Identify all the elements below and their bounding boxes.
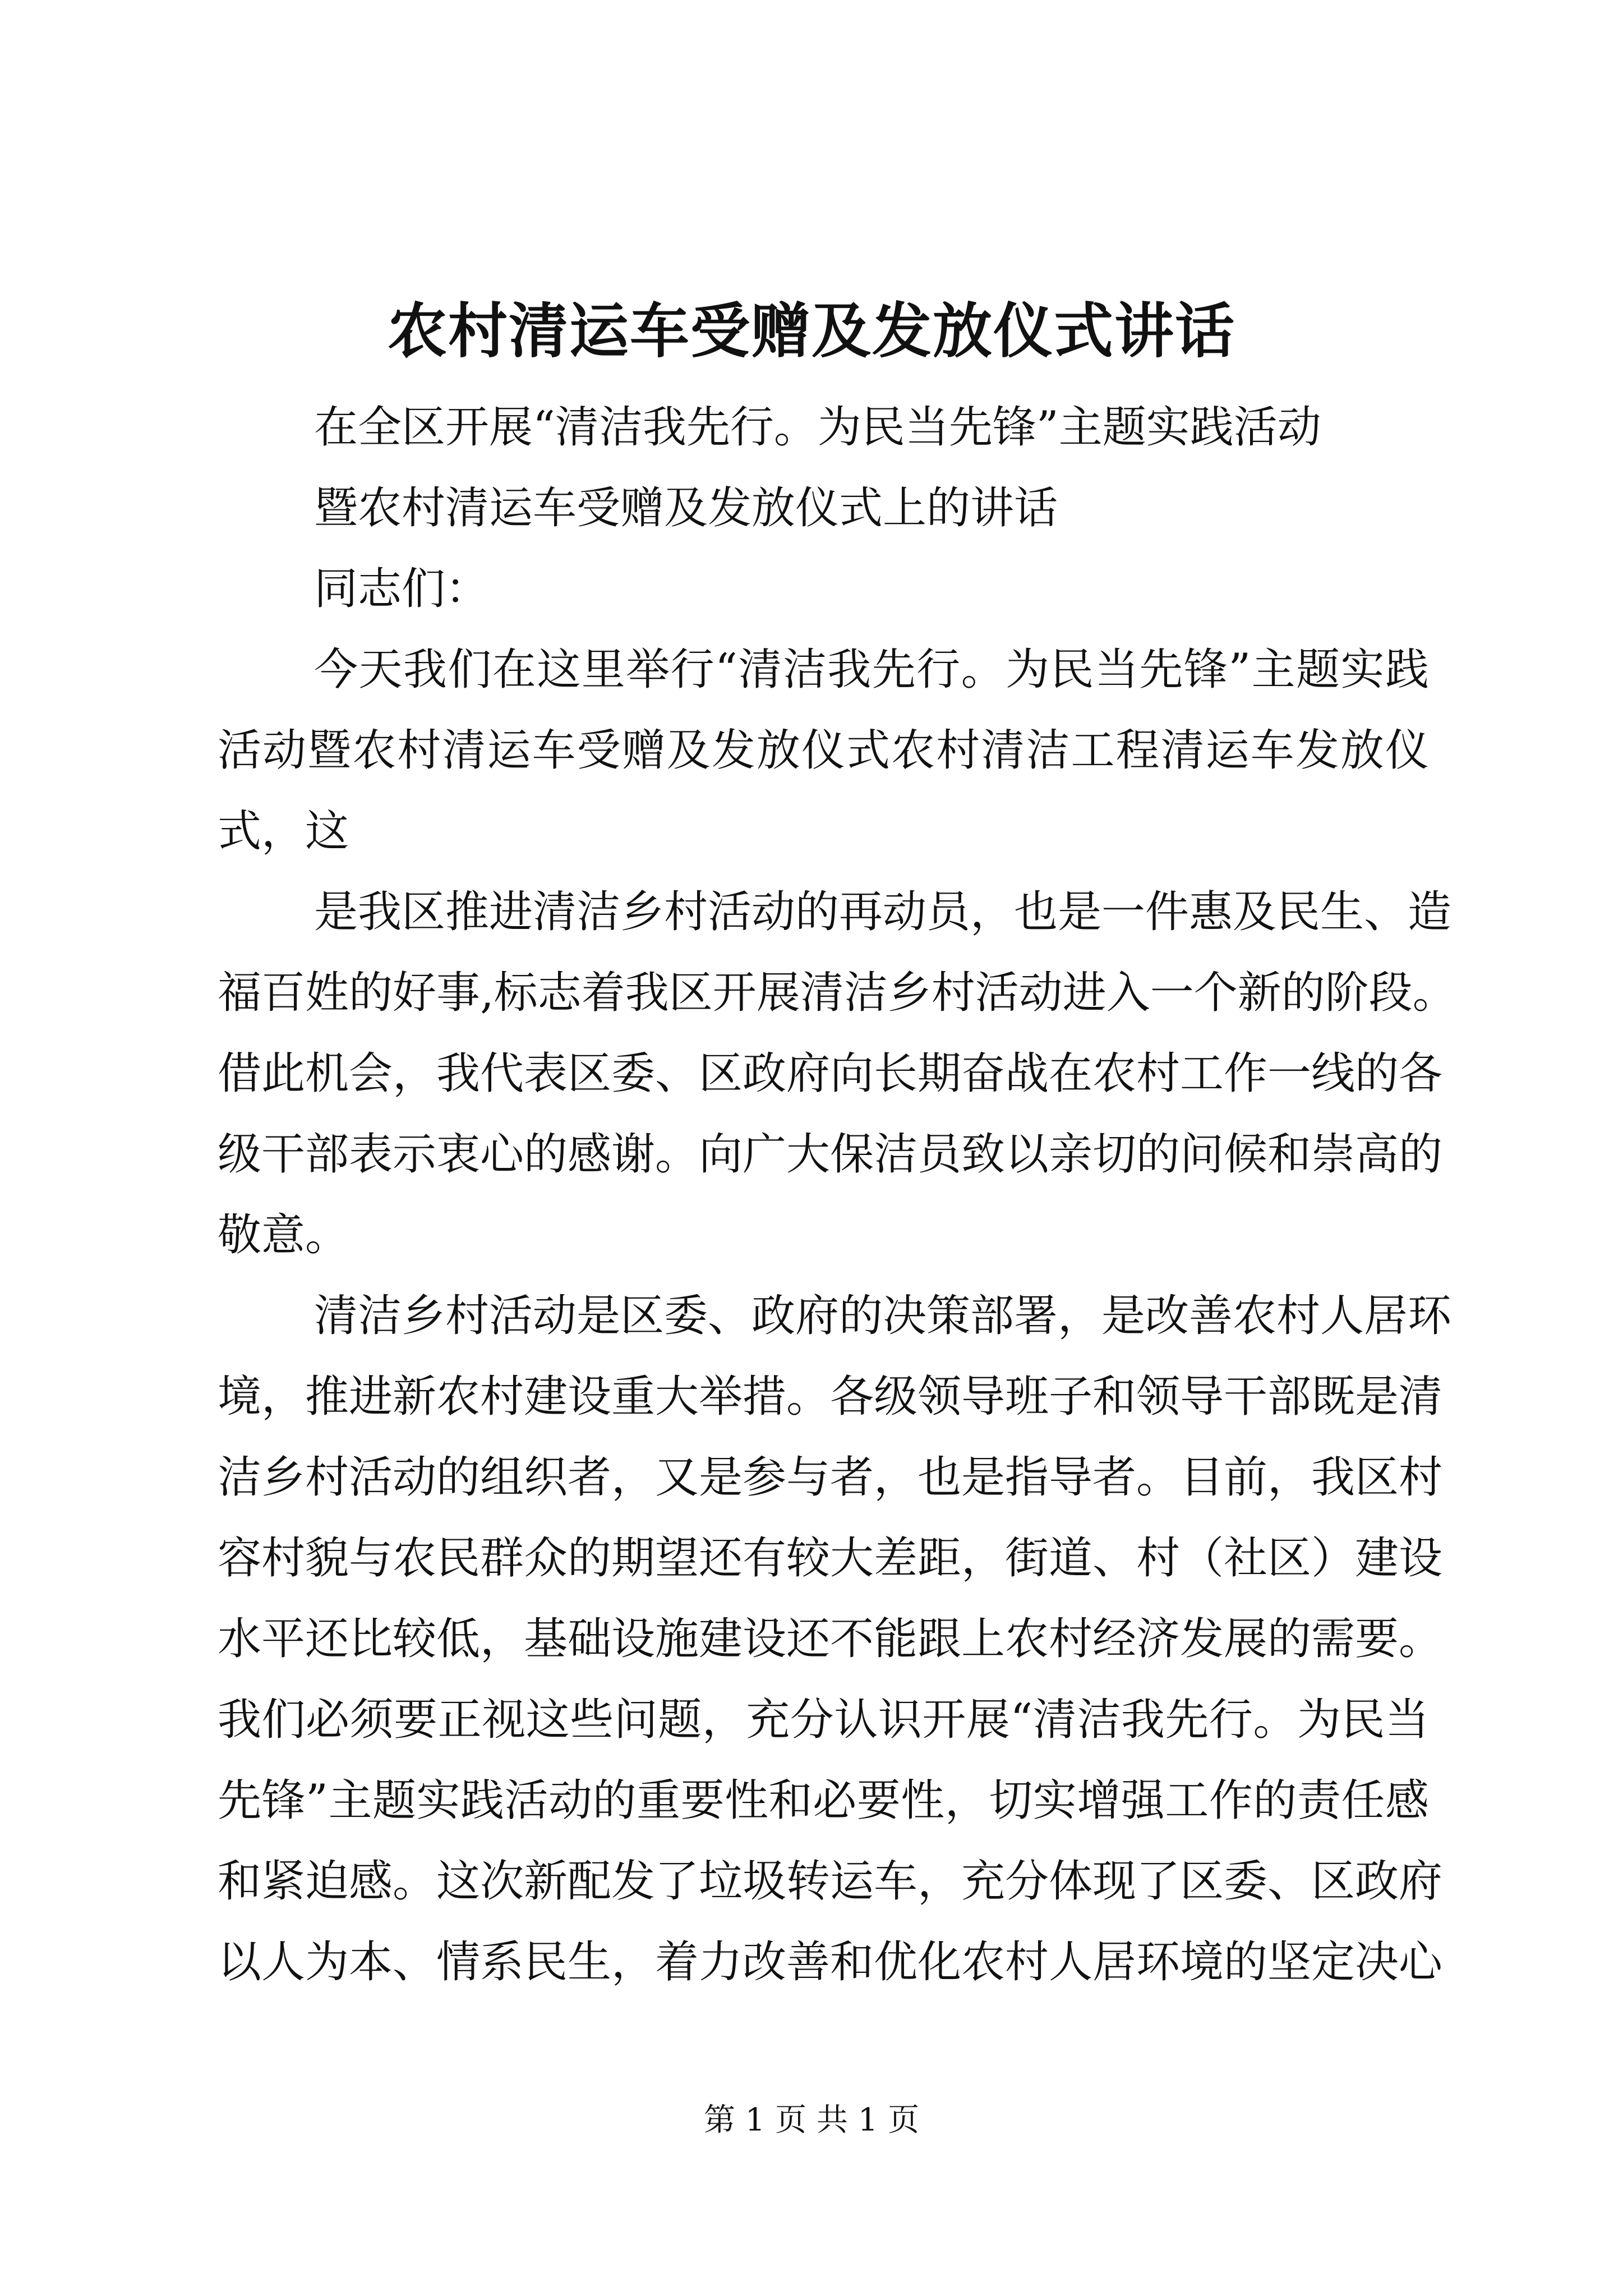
page-footer: 第 1 页 共 1 页 (703, 2102, 920, 2138)
paragraph-line: 容村貌与农民群众的期望还有较大差距，街道、村（社区）建设 (218, 1533, 1443, 1584)
paragraph-line: 境，推进新农村建设重大举措。各级领导班子和领导干部既是清 (218, 1372, 1443, 1422)
paragraph-line: 水平还比较低，基础设施建设还不能跟上农村经济发展的需要。 (218, 1614, 1443, 1664)
paragraph-line: 清洁乡村活动是区委、政府的决策部署，是改善农村人居环 (314, 1291, 1452, 1341)
paragraph-line: 借此机会，我代表区委、区政府向长期奋战在农村工作一线的各 (218, 1048, 1443, 1099)
paragraph-line: 级干部表示衷心的感谢。向广大保洁员致以亲切的问候和崇高的 (218, 1129, 1443, 1180)
paragraph-line: 洁乡村活动的组织者，又是参与者，也是指导者。目前，我区村 (218, 1452, 1443, 1503)
paragraph-line: 是我区推进清洁乡村活动的再动员，也是一件惠及民生、造 (314, 887, 1452, 937)
subtitle-line-1: 在全区开展“清洁我先行。为民当先锋”主题实践活动 (314, 402, 1321, 453)
paragraph-line: 敬意。 (218, 1210, 349, 1260)
document-title: 农村清运车受赠及发放仪式讲话 (388, 296, 1235, 366)
paragraph-line: 今天我们在这里举行“清洁我先行。为民当先锋”主题实践 (314, 645, 1429, 695)
document-body (218, 387, 1456, 2003)
paragraph-line: 我们必须要正视这些问题，充分认识开展“清洁我先行。为民当 (218, 1695, 1429, 1745)
paragraph-line: 先锋”主题实践活动的重要性和必要性，切实增强工作的责任感 (218, 1775, 1429, 1826)
salutation: 同志们： (314, 564, 490, 614)
paragraph-line: 福百姓的好事,标志着我区开展清洁乡村活动进入一个新的阶段。 (218, 968, 1456, 1018)
paragraph-line: 以人为本、情系民生，着力改善和优化农村人居环境的坚定决心 (218, 1937, 1443, 1987)
paragraph-line: 和紧迫感。这次新配发了垃圾转运车，充分体现了区委、区政府 (218, 1856, 1443, 1907)
paragraph-line: 活动暨农村清运车受赠及发放仪式农村清洁工程清运车发放仪 (218, 725, 1429, 776)
paragraph-line: 式，这 (218, 806, 349, 857)
subtitle-line-2: 暨农村清运车受赠及发放仪式上的讲话 (314, 483, 1058, 533)
